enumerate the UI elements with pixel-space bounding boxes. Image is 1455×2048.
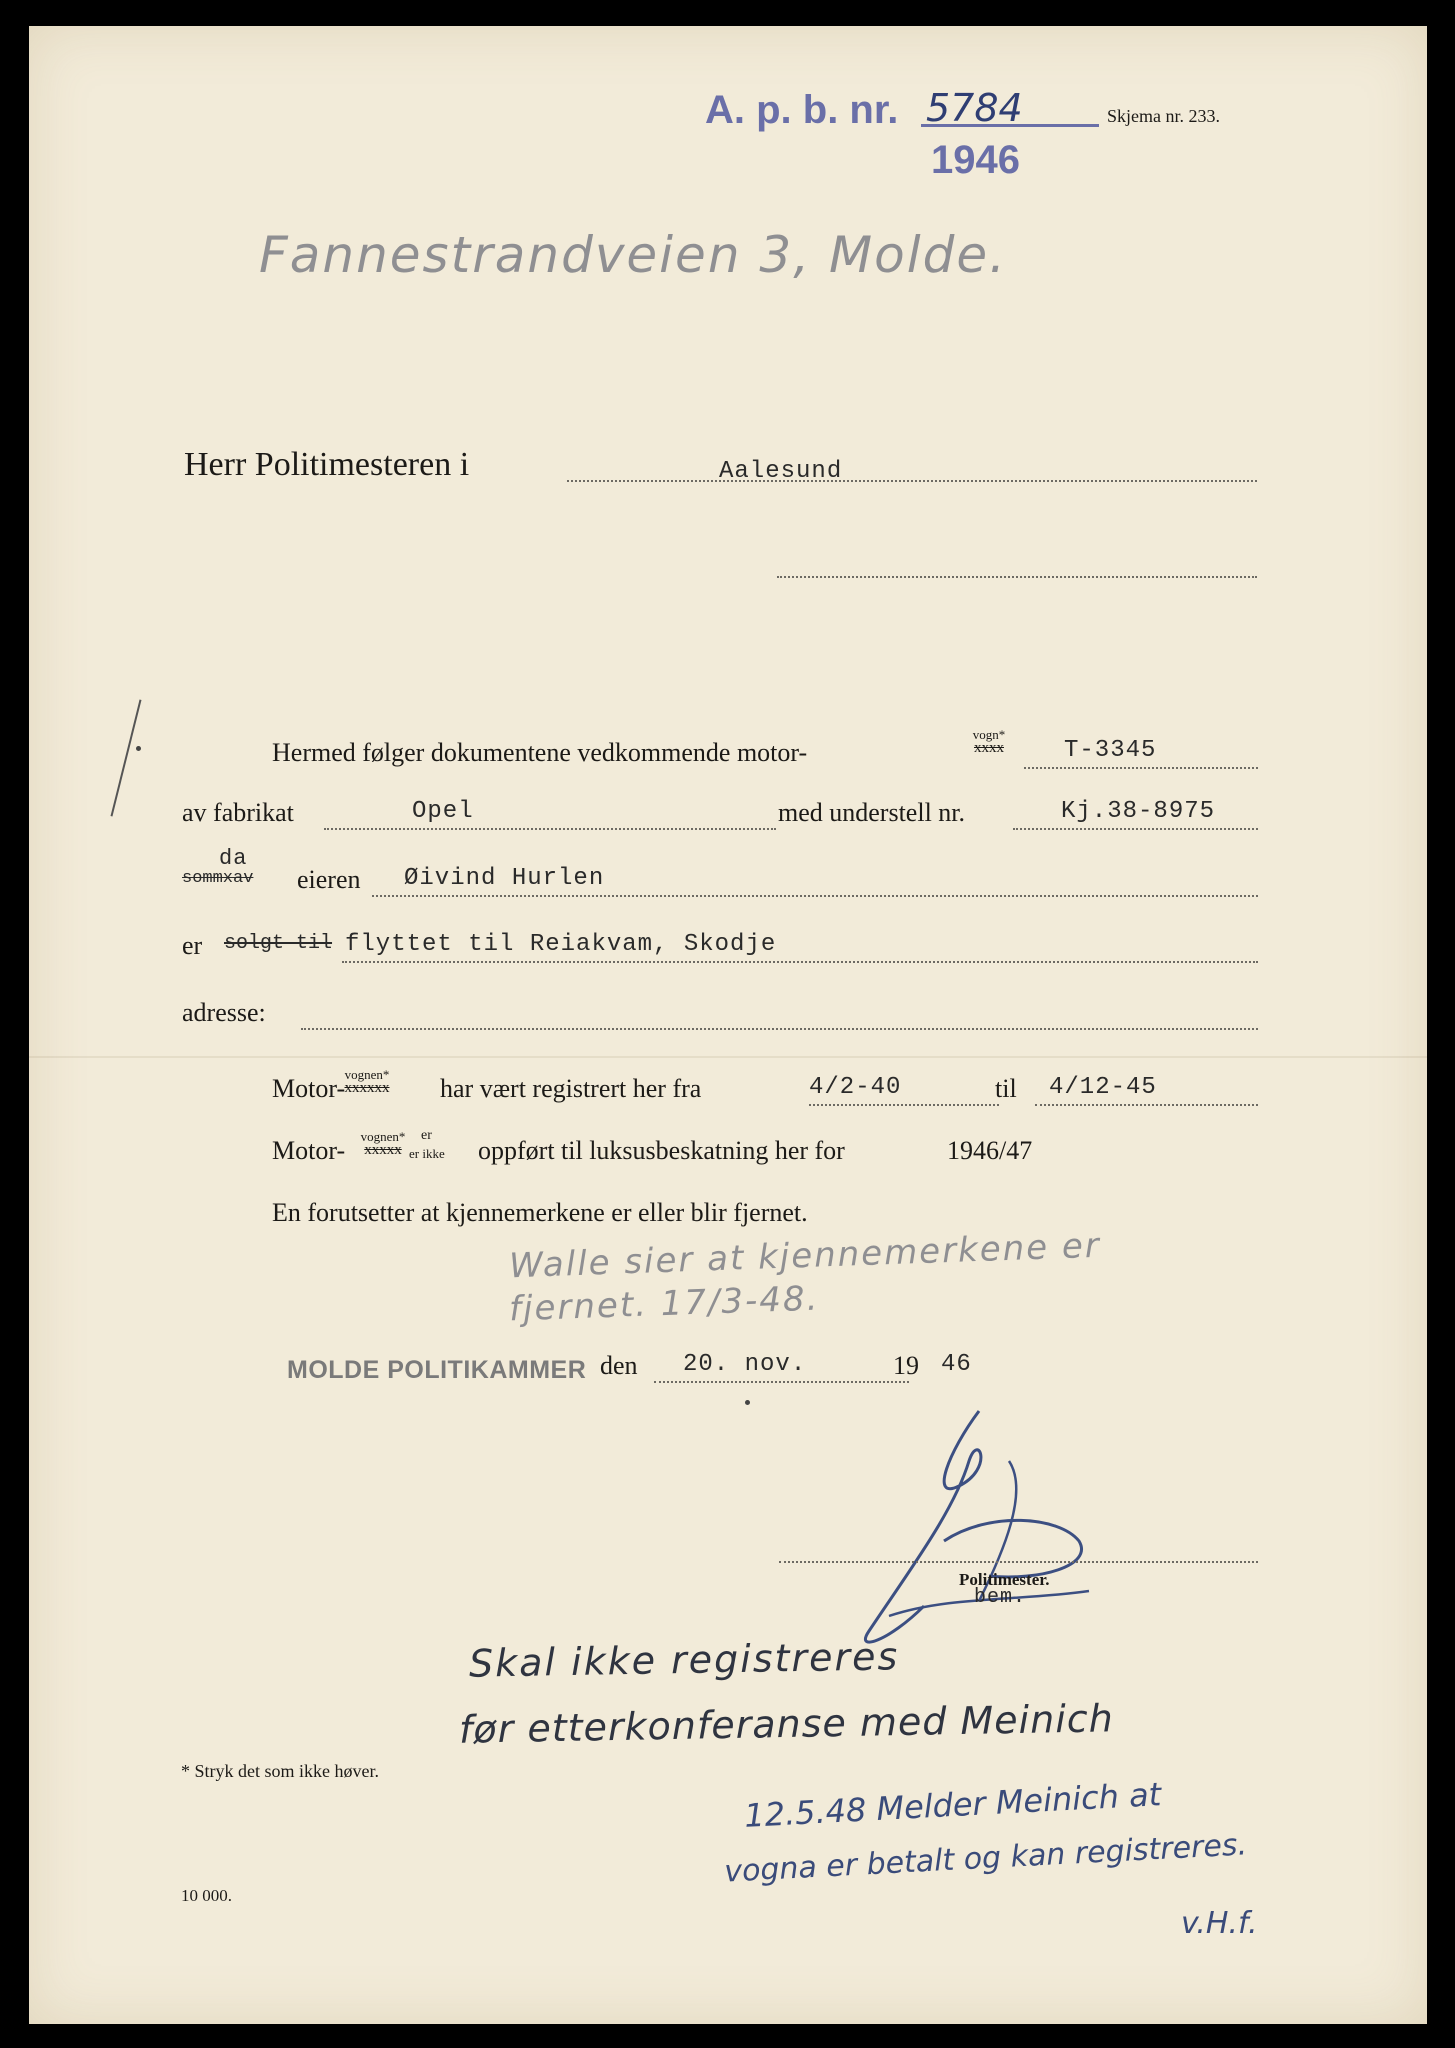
apb-stamp-prefix: A. p. b. nr. [705, 88, 899, 132]
print-run: 10 000. [181, 1886, 232, 1905]
office-stamp: MOLDE POLITIKAMMER [287, 1356, 587, 1384]
registered-choice [331, 1068, 403, 1096]
reg-number: T-3345 [1064, 737, 1157, 764]
owner-value: Øivind Hurlen [404, 865, 605, 892]
date-value: 20. nov. [683, 1351, 807, 1378]
date-line [654, 1381, 909, 1383]
margin-dot [136, 746, 141, 751]
handwritten-line-2: før etterkonferanse med Meinich [458, 1696, 1115, 1752]
den-label: den [600, 1351, 638, 1380]
registered-to-line [1035, 1104, 1258, 1106]
owner-prefix-added: da [219, 846, 248, 871]
vehicle-choice [957, 728, 1021, 756]
ink-note-line-2: vogna er betalt og kan registreres. [723, 1827, 1248, 1890]
luxury-label: oppført til luksusbeskatning her for [478, 1136, 845, 1165]
moved-struck: solgt til [224, 932, 333, 955]
apb-stamp-number: 5784 [926, 86, 1023, 130]
registered-to-label: til [995, 1074, 1017, 1103]
pencil-note-line-1: Walle sier at kjennemerkene er [508, 1225, 1102, 1287]
vehicle-choice-top: vogn* [972, 727, 1006, 742]
address-label: adresse: [182, 998, 266, 1027]
registered-from-line [809, 1104, 999, 1106]
luxury-year: 1946/47 [947, 1136, 1033, 1165]
moved-prefix: er [182, 931, 203, 960]
luxury-er: er [421, 1128, 432, 1143]
registered-choice-top: vognen* [344, 1067, 390, 1082]
form-number: Skjema nr. 233. [1107, 106, 1220, 126]
owner-prefix-struck: sommxav [182, 869, 254, 888]
footnote: * Stryk det som ikke høver. [181, 1761, 379, 1781]
registered-choice-bottom: xxxxxx [344, 1080, 390, 1096]
signature-line [779, 1561, 1258, 1563]
role-typed: bem. [974, 1586, 1027, 1609]
recipient-line [567, 480, 1257, 482]
luxury-choice [351, 1130, 415, 1158]
chassis-label: med understell nr. [778, 798, 966, 827]
vehicle-choice-bottom: xxxx [974, 740, 1004, 756]
luxury-choice-top: vognen* [360, 1129, 406, 1144]
registered-prefix: Motor- [272, 1074, 346, 1103]
pencil-note-line-2: fjernet. 17/3-48. [508, 1278, 821, 1330]
year-suffix: 46 [941, 1351, 972, 1378]
handwritten-line-1: Skal ikke registreres [468, 1634, 900, 1686]
moved-line [342, 961, 1258, 963]
make-line [324, 828, 776, 830]
address-line [301, 1028, 1258, 1030]
year-prefix: 19 [893, 1351, 919, 1380]
recipient-line-2 [777, 576, 1257, 578]
chassis-value: Kj.38-8975 [1061, 798, 1216, 825]
apb-stamp-year: 1946 [931, 138, 1020, 182]
margin-pencil-stroke [111, 700, 142, 817]
make-label: av fabrikat [182, 798, 294, 827]
owner-label: eieren [297, 865, 361, 894]
registered-to: 4/12-45 [1049, 1074, 1157, 1101]
chassis-line [1013, 828, 1258, 830]
pencil-address: Fannestrandveien 3, Molde. [259, 226, 1008, 284]
recipient-label: Herr Politimesteren i [184, 446, 470, 483]
luxury-choice-bottom: xxxxx [364, 1142, 402, 1158]
luxury-prefix: Motor- [272, 1136, 346, 1165]
plates-statement: En forutsetter at kjennemerkene er eller blir fjernet. [272, 1198, 808, 1227]
paper-fold [29, 1056, 1427, 1058]
stamp-underline [921, 124, 1099, 127]
ink-note-initials: v.H.f. [1181, 1906, 1258, 1941]
ink-dot [745, 1400, 750, 1405]
registered-from: 4/2-40 [809, 1074, 902, 1101]
document-page [29, 26, 1427, 2024]
intro-label: Hermed følger dokumentene vedkommende motor- [272, 738, 808, 767]
moved-value: flyttet til Reiakvam, Skodje [345, 931, 777, 958]
owner-line [372, 895, 1258, 897]
role-printed: Politimester. [959, 1570, 1050, 1589]
reg-number-line [1024, 767, 1258, 769]
recipient-value: Aalesund [719, 458, 843, 485]
make-value: Opel [412, 798, 474, 825]
luxury-er-ikke: er ikke [409, 1146, 445, 1161]
registered-label: har vært registrert her fra [440, 1074, 702, 1103]
ink-note-line-1: 12.5.48 Melder Meinich at [743, 1775, 1163, 1835]
